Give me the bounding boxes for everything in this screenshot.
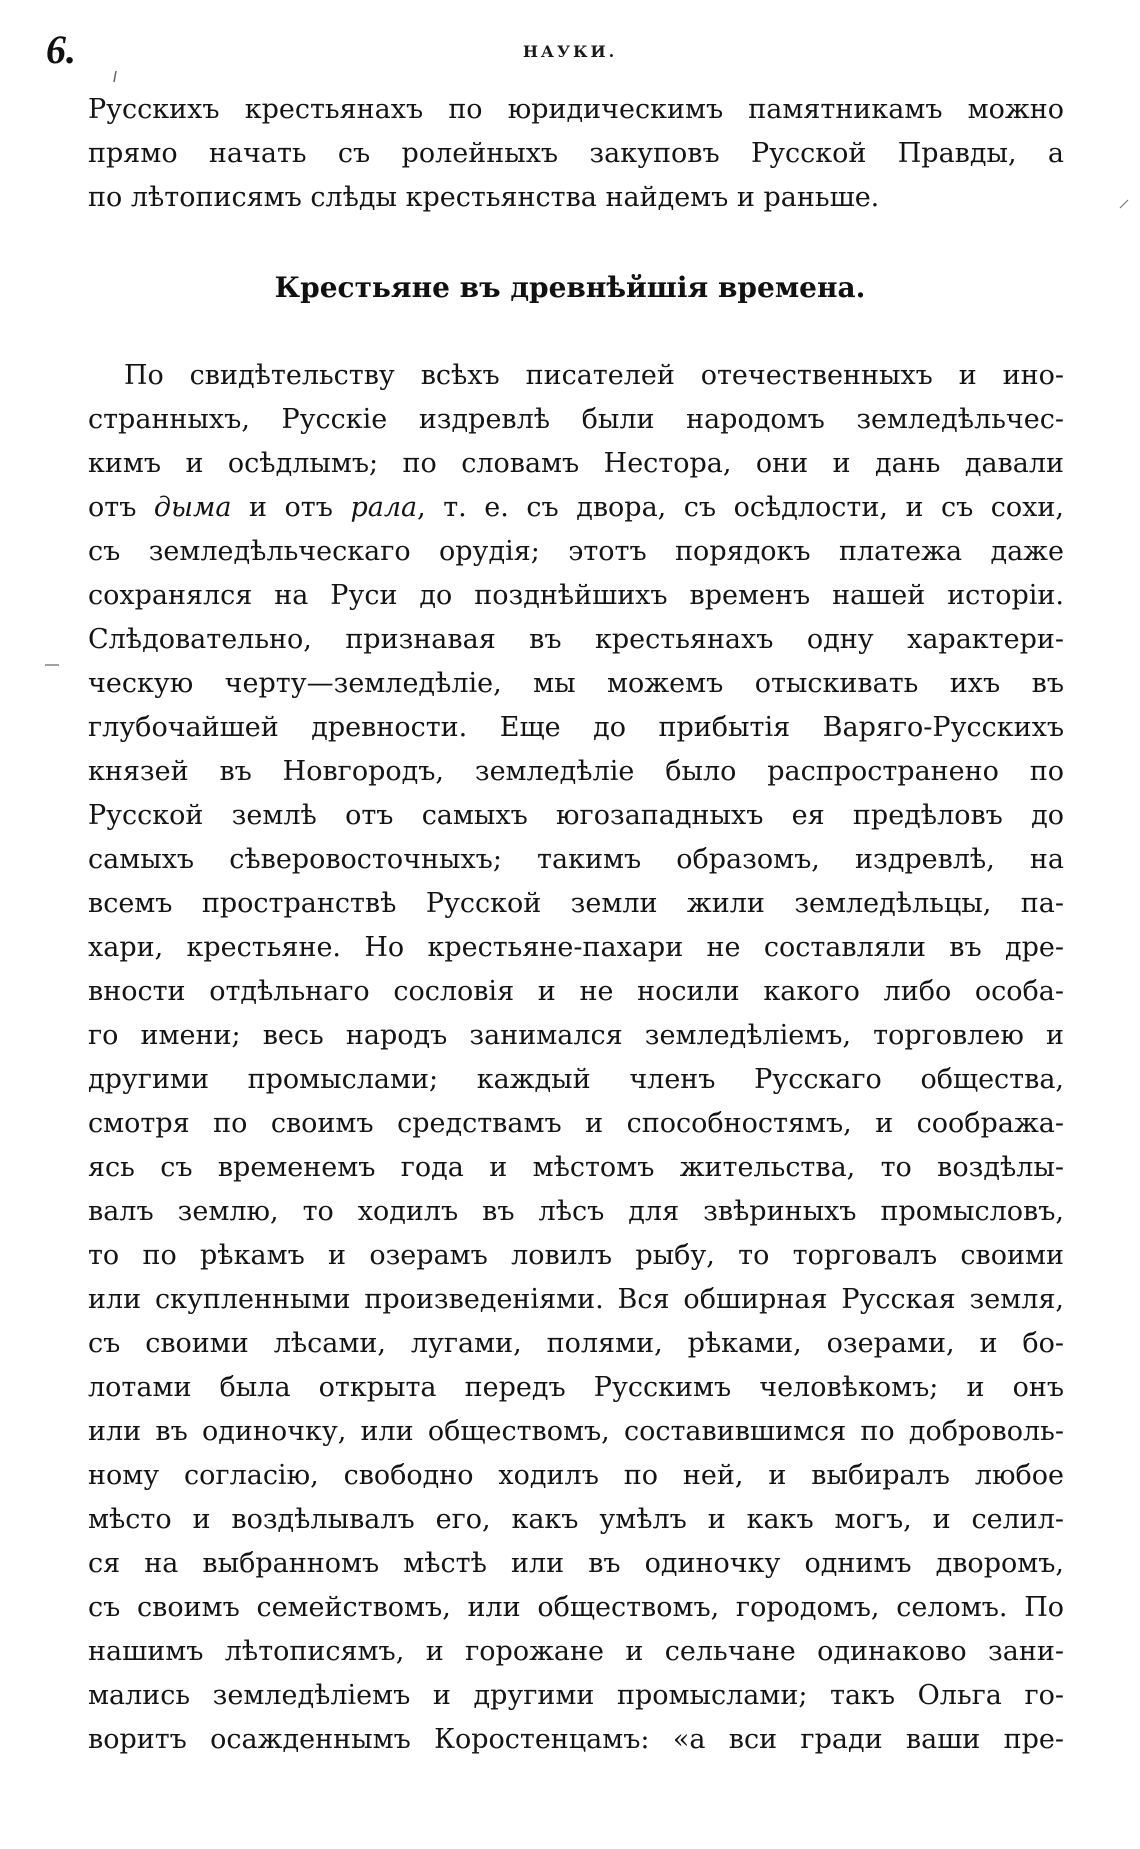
text-line: прямо начать съ ролейныхъ закуповъ Русской Правды, а (88, 138, 1064, 169)
margin-mark (44, 662, 60, 668)
text-line: князей въ Новгородъ, земледѣліе было распространено по (88, 756, 1064, 787)
text-span: , т. е. съ двора, съ осѣдлости, и съ сохи, (417, 492, 1064, 523)
text-line: по лѣтописямъ слѣды крестьянства найдемъ и раньше. (88, 182, 880, 213)
text-line: съ земледѣльческаго орудія; этотъ порядокъ платежа даже (88, 536, 1064, 567)
body-paragraph (88, 354, 1064, 1762)
text-line: Слѣдовательно, признавая въ крестьянахъ одну характери- (88, 624, 1064, 655)
text-line: ческую черту—земледѣліе, мы можемъ отыскивать ихъ въ (88, 668, 1064, 699)
text-line: мались земледѣліемъ и другими промыслами; такъ Ольга го- (88, 1680, 1064, 1711)
text-line: ся на выбранномъ мѣстѣ или въ одиночку однимъ дворомъ, (88, 1548, 1064, 1579)
text-line: ясь съ временемъ года и мѣстомъ жительства, то воздѣлы- (88, 1152, 1064, 1183)
text-line: воритъ осажденнымъ Коростенцамъ: «а вси гради ваши пре- (88, 1724, 1064, 1755)
text-span: отъ (88, 492, 154, 523)
text-line: вности отдѣльнаго сословія и не носили какого либо особа- (88, 976, 1064, 1007)
text-line: мѣсто и воздѣлывалъ его, какъ умѣлъ и какъ могъ, и селил- (88, 1504, 1064, 1535)
text-line: другими промыслами; каждый членъ Русскаго общества, (88, 1064, 1064, 1095)
text-line: то по рѣкамъ и озерамъ ловилъ рыбу, то торговалъ своими (88, 1240, 1064, 1271)
text-line: го имени; весь народъ занимался земледѣліемъ, торговлею и (88, 1020, 1064, 1051)
section-title: Крестьяне въ древнѣйшія времена. (274, 271, 866, 304)
text-line: ному согласію, свободно ходилъ по ней, и выбиралъ любое (88, 1460, 1064, 1491)
running-head: НАУКИ. (522, 42, 618, 61)
text-line: Русской землѣ отъ самыхъ югозападныхъ ея предѣловъ до (88, 800, 1064, 831)
text-line (88, 486, 1064, 530)
text-line: хари, крестьяне. Но крестьяне-пахари не составляли въ дре- (88, 932, 1064, 963)
text-span: и отъ (231, 492, 351, 523)
margin-mark (1118, 198, 1130, 210)
text-line: странныхъ, Русскіе издревлѣ были народомъ земледѣльчес- (88, 404, 1064, 435)
text-line: глубочайшей древности. Еще до прибытія Варяго-Русскихъ (88, 712, 1064, 743)
italic-term: рала (350, 492, 418, 523)
text-line: нашимъ лѣтописямъ, и горожане и сельчане одинаково зани- (88, 1636, 1064, 1667)
page-number: 6. (46, 27, 76, 72)
text-line: валъ землю, то ходилъ въ лѣсъ для звѣриныхъ промысловъ, (88, 1196, 1064, 1227)
text-line: самыхъ сѣверовосточныхъ; такимъ образомъ, издревлѣ, на (88, 844, 1064, 875)
text-line: или скупленными произведеніями. Вся обширная Русская земля, (88, 1284, 1064, 1315)
text-line: кимъ и осѣдлымъ; по словамъ Нестора, они и дань давали (88, 448, 1064, 479)
text-line: Русскихъ крестьянахъ по юридическимъ памятникамъ можно (88, 94, 1064, 125)
text-line: смотря по своимъ средствамъ и способностямъ, и сообража- (88, 1108, 1064, 1139)
text-line: По свидѣтельству всѣхъ писателей отечественныхъ и ино- (124, 360, 1064, 391)
margin-mark (110, 70, 122, 84)
italic-term: дыма (153, 492, 232, 523)
text-line: всемъ пространствѣ Русской земли жили земледѣльцы, па- (88, 888, 1064, 919)
text-line: или въ одиночку, или обществомъ, составившимся по доброволь- (88, 1416, 1064, 1447)
text-line: лотами была открыта передъ Русскимъ человѣкомъ; и онъ (88, 1372, 1064, 1403)
text-line: съ своимъ семействомъ, или обществомъ, городомъ, селомъ. По (88, 1592, 1064, 1623)
text-line: съ своими лѣсами, лугами, полями, рѣками, озерами, и бо- (88, 1328, 1064, 1359)
intro-paragraph (88, 88, 1064, 220)
text-line: сохранялся на Руси до позднѣйшихъ временъ нашей исторіи. (88, 580, 1064, 611)
